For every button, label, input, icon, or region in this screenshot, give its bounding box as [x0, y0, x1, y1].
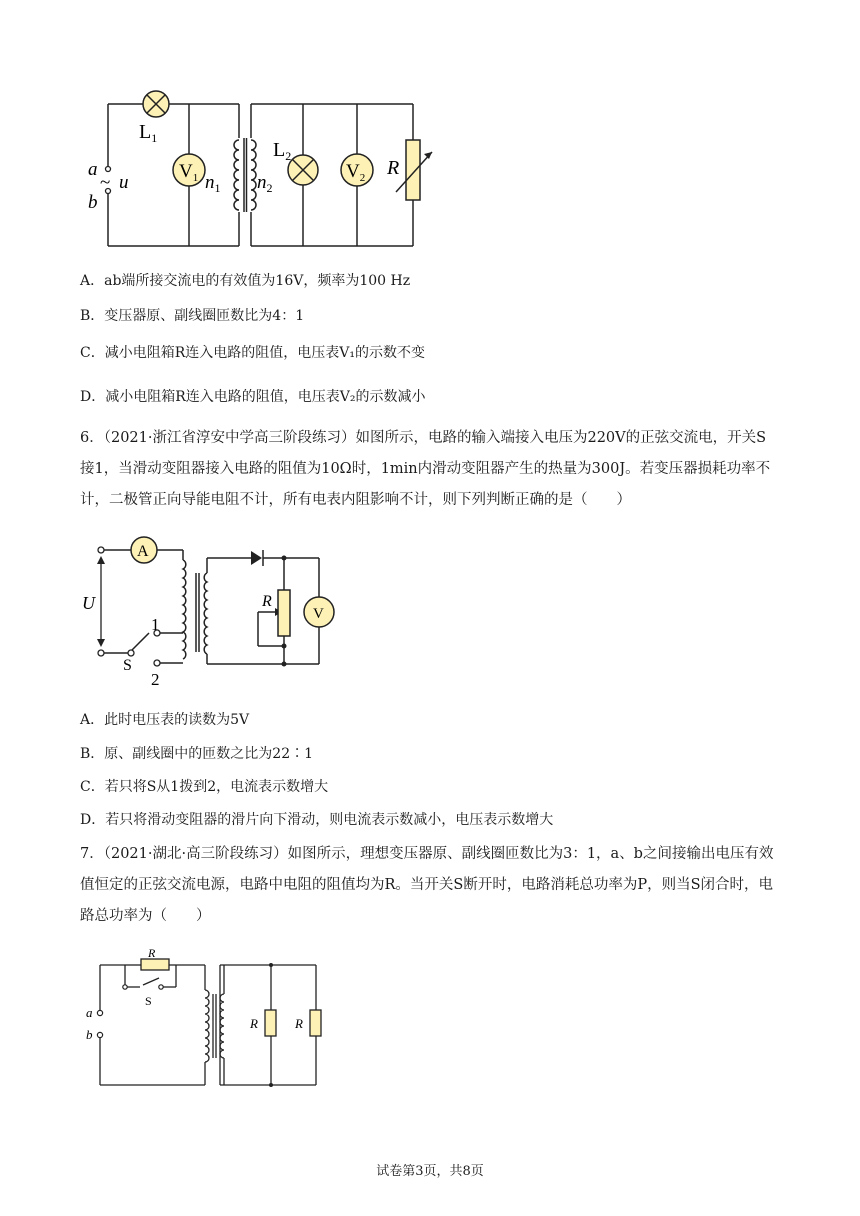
lamp-l2-icon	[288, 155, 318, 185]
q6-option-c: C．若只将S从1拨到2，电流表示数增大	[80, 779, 329, 795]
resistor-left-icon	[265, 1010, 276, 1036]
q5-label-n2: n	[257, 172, 267, 193]
q5-label-l2: L	[273, 139, 286, 161]
q5-label-r: R	[387, 157, 400, 179]
q6-option-b: B．原、副线圈中的匝数之比为22∶1	[80, 746, 314, 762]
q6-option-a: A．此时电压表的读数为5V	[80, 712, 250, 728]
q5-label-v1-sub: 1	[192, 172, 199, 184]
q7-label-r-left: R	[250, 1016, 258, 1031]
q7-label-r-top: R	[148, 946, 156, 960]
q5-label-v1: V	[179, 161, 193, 182]
q5-label-u: u	[119, 172, 129, 193]
q5-label-l1: L	[139, 121, 152, 143]
svg-text:n2	[257, 172, 273, 195]
q5-label-b: b	[88, 192, 98, 213]
q6-stem: 6．（2021·浙江省淳安中学高三阶段练习）如图所示，电路的输入端接入电压为220V的正弦交流电，开关S接1，当滑动变阻器接入电路的阻值为10Ω时，1min内滑动变阻器产生的热量为300J。若变压器损耗功率不计，二极管正向导能电阻不计，所有电表内阻影响不计，则下列判断正确的是（ ）	[80, 430, 771, 508]
q5-label-v2: V	[346, 161, 360, 182]
q5-label-v2-sub: 2	[359, 172, 366, 184]
q6-label-1: 1	[151, 615, 160, 634]
diode-icon	[251, 550, 263, 566]
q6-label-2: 2	[151, 670, 160, 689]
rheostat-icon	[278, 590, 290, 636]
q5-option-b: B．变压器原、副线圈匝数比为4：1	[80, 308, 305, 324]
q6-circuit-figure	[80, 525, 340, 695]
q6-label-a: A	[137, 543, 149, 560]
q7-stem: 7．（2021·湖北·高三阶段练习）如图所示，理想变压器原、副线圈匝数比为3：1，a、b之间接输出电压有效值恒定的正弦交流电源，电路中电阻的阻值均为R。当开关S断开时，电路消耗总功率为P，则当S闭合时，电路总功率为（ ）	[80, 846, 774, 924]
q5-label-n1: n	[205, 172, 215, 193]
q5-option-a: A．ab端所接交流电的有效值为16V，频率为100 Hz	[80, 273, 411, 289]
resistor-top-icon	[141, 959, 169, 970]
variable-resistor-icon	[396, 140, 432, 200]
lamp-l1-icon	[143, 91, 169, 117]
q6-label-v: V	[313, 606, 324, 622]
resistor-right-icon	[310, 1010, 321, 1036]
svg-text:n1	[205, 172, 221, 195]
q5-option-d: D．减小电阻箱R连入电路的阻值，电压表V₂的示数减小	[80, 389, 426, 405]
terminal-a	[106, 167, 111, 172]
q6-option-d: D．若只将滑动变阻器的滑片向下滑动，则电流表示数减小，电压表示数增大	[80, 812, 554, 828]
q5-label-a: a	[88, 159, 98, 180]
q7-circuit-figure	[80, 945, 330, 1090]
q5-circuit-figure	[80, 84, 450, 254]
q7-label-b: b	[86, 1027, 93, 1042]
q7-label-r-right: R	[295, 1016, 303, 1031]
q7-label-s: S	[145, 994, 152, 1008]
q5-label-tilde: ~	[100, 172, 111, 193]
q5-option-c: C．减小电阻箱R连入电路的阻值，电压表V₁的示数不变	[80, 345, 425, 361]
svg-text:L1	[139, 121, 157, 145]
q7-label-a: a	[86, 1005, 93, 1020]
q5-label-l2-sub: 2	[285, 149, 292, 163]
page-footer: 试卷第3页，共8页	[376, 1164, 484, 1179]
q5-label-n1-sub: 1	[214, 181, 221, 195]
svg-text:L2	[273, 139, 291, 163]
q5-label-n2-sub: 2	[266, 181, 273, 195]
q5-label-l1-sub: 1	[151, 131, 158, 145]
q6-label-s: S	[123, 657, 132, 674]
q6-label-u: U	[82, 593, 95, 613]
q6-label-r: R	[262, 593, 272, 610]
